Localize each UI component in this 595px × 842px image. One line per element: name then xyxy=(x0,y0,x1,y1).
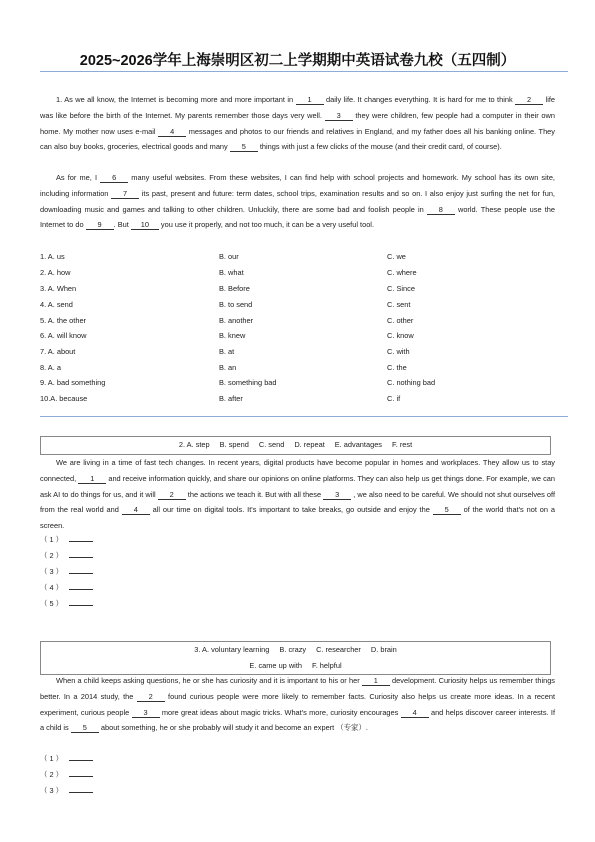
blank: 1 xyxy=(362,676,390,686)
option-b[interactable]: B. to send xyxy=(219,300,253,309)
blank: 9 xyxy=(86,220,114,230)
passage-2: We are living in a time of fast tech changes. In recent years, digital products have become popular in homes and workplaces. They allow us to stay connected, 1 and receive information quickly, and share our opinions on online platforms. They can also help us get things done. For example, we can ask AI to do things for us, and it will 2 the actions we teach it. But with all these 3 , we also need to be careful. We should not shut ourselves off from the real world and 4 all our time on digital tools. It's important to take breaks, go outside and enjoy the 5 of the world that's not on a screen. xyxy=(40,458,556,531)
option-b[interactable]: B. what xyxy=(219,268,244,277)
option-a[interactable]: 6. A. will know xyxy=(40,331,87,340)
option-row-4 xyxy=(40,297,560,313)
answer-line[interactable]: （ 5 ） xyxy=(40,596,93,612)
option-c[interactable]: C. Since xyxy=(387,284,415,293)
option-c[interactable]: C. if xyxy=(387,394,401,403)
answer-blank[interactable] xyxy=(69,776,93,777)
answer-line[interactable]: （ 3 ） xyxy=(40,564,93,580)
blank: 2 xyxy=(515,95,543,105)
option-row-7 xyxy=(40,344,560,360)
answer-blank[interactable] xyxy=(69,760,93,761)
word-option: E. advantages xyxy=(334,440,383,449)
option-b[interactable]: B. at xyxy=(219,347,235,356)
option-row-8 xyxy=(40,360,560,376)
option-row-9 xyxy=(40,375,560,391)
option-row-3 xyxy=(40,281,560,297)
word-option: B. crazy xyxy=(279,645,307,654)
blank: 2 xyxy=(158,490,186,500)
word-option: D. repeat xyxy=(294,440,325,449)
option-a[interactable]: 3. A. When xyxy=(40,284,77,293)
answer-blank[interactable] xyxy=(69,541,93,542)
word-option: C. researcher xyxy=(316,645,361,654)
option-a[interactable]: 10.A. because xyxy=(40,394,88,403)
option-b[interactable]: B. something bad xyxy=(219,378,277,387)
answer-blank[interactable] xyxy=(69,792,93,793)
answer-blank[interactable] xyxy=(69,605,93,606)
title-divider xyxy=(40,71,568,72)
blank: 8 xyxy=(427,205,455,215)
option-row-10 xyxy=(40,391,560,407)
word-option: B. spend xyxy=(219,440,249,449)
blank: 1 xyxy=(78,474,106,484)
option-row-6 xyxy=(40,328,560,344)
word-option: F. rest xyxy=(392,440,413,449)
option-a[interactable]: 8. A. a xyxy=(40,363,61,372)
option-b[interactable]: B. our xyxy=(219,252,239,261)
blank: 3 xyxy=(132,708,160,718)
blank: 2 xyxy=(137,692,165,702)
answer-line[interactable]: （ 3 ） xyxy=(40,783,93,799)
option-b[interactable]: B. after xyxy=(219,394,243,403)
word-option: 3. A. voluntary learning xyxy=(194,645,270,654)
option-row-5 xyxy=(40,313,560,329)
answer-blank[interactable] xyxy=(69,589,93,590)
blank: 4 xyxy=(158,127,186,137)
option-a[interactable]: 5. A. the other xyxy=(40,316,87,325)
word-bank-2 xyxy=(40,436,551,455)
answer-line[interactable]: （ 1 ） xyxy=(40,532,93,548)
section-divider xyxy=(40,416,568,417)
option-c[interactable]: C. other xyxy=(387,316,414,325)
option-a[interactable]: 9. A. bad something xyxy=(40,378,106,387)
word-option: 2. A. step xyxy=(178,440,210,449)
option-a[interactable]: 2. A. how xyxy=(40,268,71,277)
passage-1-paragraph-1: 1. As we all know, the Internet is becoming more and more important in 1 daily life. It changes everything. It is hard for me to think 2 life was like before the birth of the Internet. My parents remember those days very well. 3 they were children, few people had a computer in their own home. My mother now uses e-mail 4 messages and photos to our friends and relatives in England, and my father does all his banking online. They can also buy books, groceries, electrical goods and many 5 things with just a few clicks of the mouse (and their credit card, of course). xyxy=(40,95,555,152)
option-a[interactable]: 1. A. us xyxy=(40,252,65,261)
blank: 1 xyxy=(296,95,324,105)
blank: 3 xyxy=(323,490,351,500)
option-b[interactable]: B. knew xyxy=(219,331,246,340)
answer-line[interactable]: （ 2 ） xyxy=(40,548,93,564)
option-row-2 xyxy=(40,265,560,281)
passage-3: When a child keeps asking questions, he or she has curiosity and it is important to his or her 1 development. Curiosity helps us remember things better. In a 2014 study, the 2 found curious people were more likely to remember facts. Curiosity also helps us create more ideas. In a recent experiment, curious people 3 more great ideas about magic tricks. What's more, curiosity encourages 4 and helps discover career interests. If a child is 5 about something, he or she probably will study it and become an expert （专家）. xyxy=(40,676,556,733)
answer-line[interactable]: （ 2 ） xyxy=(40,767,93,783)
blank: 10 xyxy=(131,220,159,230)
blank: 5 xyxy=(230,142,258,152)
option-c[interactable]: C. nothing bad xyxy=(387,378,436,387)
blank: 6 xyxy=(100,173,128,183)
blank: 3 xyxy=(325,111,353,121)
passage-1-paragraph-2: As for me, I 6 many useful websites. From these websites, I can find help with school projects and homework. My school has its own site, including information 7 its past, present and future: term dates, school trips, examination results and so on. I also enjoy just surfing the net for fun, downloading music and games and talking to other children. Unluckily, there are some bad and foolish people in 8 world. These people use the Internet to do 9 . But 10 you use it properly, and not too much, it can be a very useful tool. xyxy=(40,173,555,230)
option-c[interactable]: C. the xyxy=(387,363,407,372)
blank: 5 xyxy=(71,723,99,733)
word-option: E. came up with xyxy=(249,661,302,670)
blank: 4 xyxy=(401,708,429,718)
option-c[interactable]: C. where xyxy=(387,268,417,277)
word-bank-3 xyxy=(40,641,551,675)
blank: 5 xyxy=(433,505,461,515)
option-c[interactable]: C. we xyxy=(387,252,406,261)
word-option: F. helpful xyxy=(312,661,342,670)
blank: 4 xyxy=(122,505,150,515)
option-b[interactable]: B. another xyxy=(219,316,254,325)
page-title: 2025~2026学年上海崇明区初二上学期期中英语试卷九校（五四制） xyxy=(79,53,516,69)
option-c[interactable]: C. know xyxy=(387,331,414,340)
option-b[interactable]: B. Before xyxy=(219,284,250,293)
option-a[interactable]: 4. A. send xyxy=(40,300,73,309)
answer-line[interactable]: （ 4 ） xyxy=(40,580,93,596)
blank: 7 xyxy=(111,189,139,199)
option-a[interactable]: 7. A. about xyxy=(40,347,76,356)
option-c[interactable]: C. sent xyxy=(387,300,411,309)
option-c[interactable]: C. with xyxy=(387,347,410,356)
answer-line[interactable]: （ 1 ） xyxy=(40,751,93,767)
word-option: D. brain xyxy=(370,645,397,654)
option-b[interactable]: B. an xyxy=(219,363,237,372)
answer-blank[interactable] xyxy=(69,557,93,558)
option-row-1 xyxy=(40,249,560,265)
answer-blank[interactable] xyxy=(69,573,93,574)
word-option: C. send xyxy=(258,440,285,449)
